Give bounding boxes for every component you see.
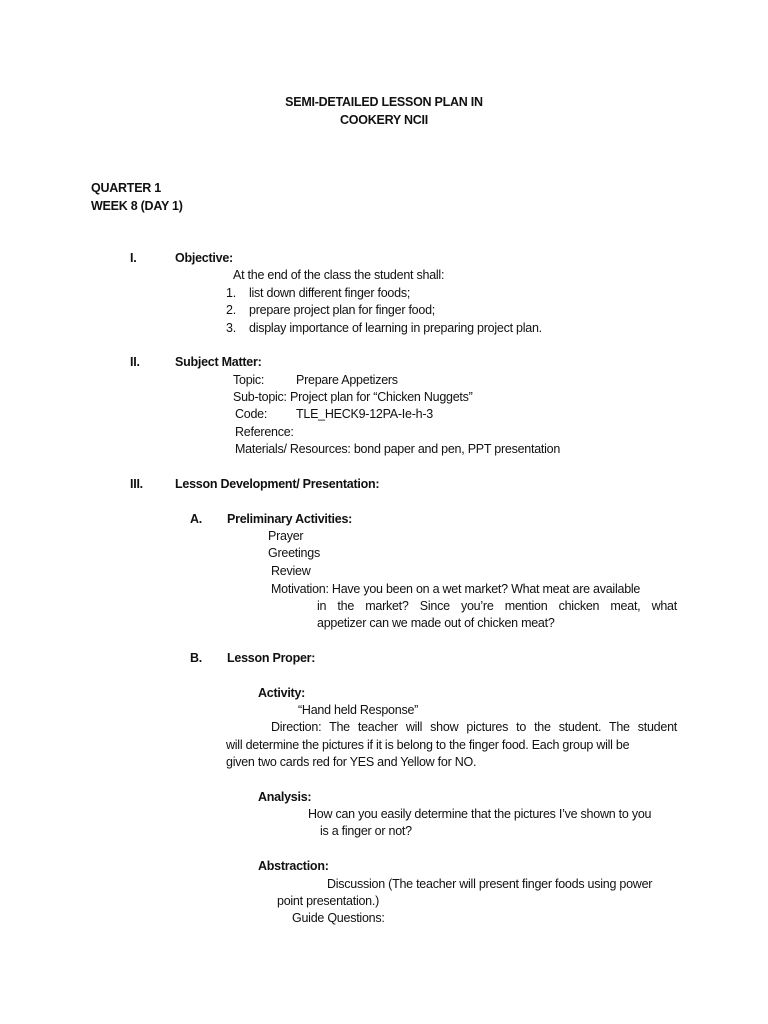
code-value: TLE_HECK9-12PA-Ie-h-3 bbox=[296, 407, 433, 421]
materials-line: Materials/ Resources: bond paper and pen, PPT presentation bbox=[235, 442, 561, 456]
analysis-heading: Analysis: bbox=[258, 790, 312, 804]
review-item: Review bbox=[271, 564, 311, 578]
guide-questions-label: Guide Questions: bbox=[292, 911, 385, 925]
analysis-line: How can you easily determine that the pictures I’ve shown to you bbox=[308, 807, 652, 821]
lesson-development-heading: Lesson Development/ Presentation: bbox=[175, 477, 380, 491]
objective-item-number: 3. bbox=[226, 321, 236, 335]
activity-title: “Hand held Response” bbox=[298, 703, 419, 717]
prayer-item: Prayer bbox=[268, 529, 304, 543]
direction-line: given two cards red for YES and Yellow for NO. bbox=[226, 755, 477, 769]
topic-label: Topic: bbox=[233, 373, 265, 387]
subject-matter-heading: Subject Matter: bbox=[175, 355, 262, 369]
direction-line: Direction: The teacher will show pictures to the student. The student bbox=[271, 720, 677, 734]
preliminary-heading: Preliminary Activities: bbox=[227, 512, 353, 526]
objective-intro: At the end of the class the student shall: bbox=[233, 268, 445, 282]
quarter-label: QUARTER 1 bbox=[91, 181, 161, 195]
objective-item-number: 1. bbox=[226, 286, 236, 300]
abstraction-line: point presentation.) bbox=[277, 894, 380, 908]
reference-label: Reference: bbox=[235, 425, 294, 439]
lesson-proper-letter: B. bbox=[190, 651, 202, 665]
subject-matter-numeral: II. bbox=[130, 355, 140, 369]
objective-heading: Objective: bbox=[175, 251, 233, 265]
motivation-line: Motivation: Have you been on a wet market? What meat are available bbox=[271, 582, 641, 596]
code-label: Code: bbox=[235, 407, 268, 421]
topic-value: Prepare Appetizers bbox=[296, 373, 398, 387]
document-title-line2: COOKERY NCII bbox=[340, 113, 428, 127]
activity-heading: Activity: bbox=[258, 686, 306, 700]
objective-item-text: list down different finger foods; bbox=[249, 286, 411, 300]
objective-item-number: 2. bbox=[226, 303, 236, 317]
motivation-line: in the market? Since you’re mention chicken meat, what bbox=[317, 599, 677, 613]
direction-line: will determine the pictures if it is belong to the finger food. Each group will be bbox=[226, 738, 630, 752]
objective-item-text: prepare project plan for finger food; bbox=[249, 303, 436, 317]
objective-numeral: I. bbox=[130, 251, 137, 265]
objective-item-text: display importance of learning in preparing project plan. bbox=[249, 321, 542, 335]
preliminary-letter: A. bbox=[190, 512, 202, 526]
lesson-proper-heading: Lesson Proper: bbox=[227, 651, 316, 665]
greetings-item: Greetings bbox=[268, 546, 320, 560]
document-title-line1: SEMI-DETAILED LESSON PLAN IN bbox=[285, 95, 483, 109]
week-label: WEEK 8 (DAY 1) bbox=[91, 199, 183, 213]
abstraction-heading: Abstraction: bbox=[258, 859, 329, 873]
subtopic-line: Sub-topic: Project plan for “Chicken Nuggets” bbox=[233, 390, 473, 404]
analysis-line: is a finger or not? bbox=[320, 824, 412, 838]
motivation-line: appetizer can we made out of chicken meat? bbox=[317, 616, 555, 630]
lesson-development-numeral: III. bbox=[130, 477, 143, 491]
abstraction-line: Discussion (The teacher will present finger foods using power bbox=[327, 877, 653, 891]
